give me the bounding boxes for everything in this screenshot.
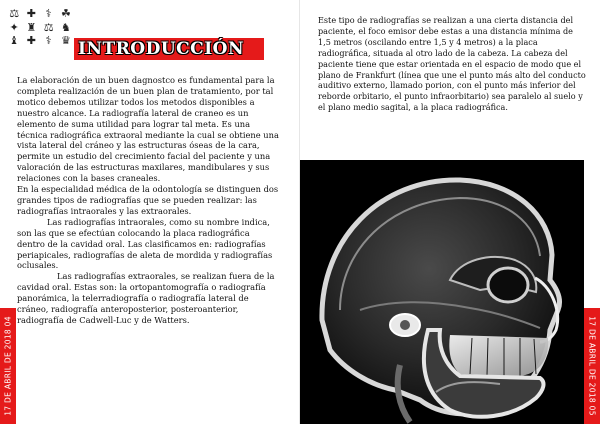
skull-xray-drawing: [300, 160, 584, 424]
logo-glyph: ☘: [60, 7, 71, 20]
page-title: INTRODUCCIÓN: [78, 39, 245, 59]
skull-xray-image: [300, 160, 584, 424]
page-date-tab-left: [0, 308, 16, 424]
date-page-number: 17 DE ABRIL DE 2018 04: [3, 316, 13, 416]
logo-glyph: ⚖: [9, 7, 20, 20]
intro-body: [17, 75, 279, 326]
logo-glyph: ♞: [60, 20, 71, 34]
logo-glyph: ⚕: [45, 34, 52, 48]
logo-glyph: ♜: [26, 20, 37, 34]
page-date-tab-right: [584, 308, 600, 424]
body-paragraph: Las radiografías intraorales, como su nombre indica, son las que se efectúan colocando la placa radiográfica dentro de la cavidad oral. Las clasificamos en: radiografías periapicales, radiografías de aleta de mordida y radiografías oclusales.: [17, 216, 273, 271]
body-paragraph: Las radiografías extraorales, se realizan fuera de la cavidad oral. Estas son: la ortopantomografía o radiografía panorámica, la telerradiografía o radiografía lateral de cráneo, radiografía anteroposterior, posteroanterior, radiografía de Cadwell-Luc y de Watters.: [17, 271, 275, 325]
logo-glyph: ✚: [26, 7, 36, 20]
logo-glyph: ♝: [9, 34, 20, 48]
title-banner: [74, 38, 264, 60]
logo-glyph: ⚕: [45, 7, 52, 20]
logo-glyph: ✚: [26, 34, 36, 48]
logo-glyph: ♛: [60, 34, 71, 48]
dental-logo: [6, 8, 74, 48]
body-paragraph: Este tipo de radiografías se realizan a una cierta distancia del paciente, el foco emisor debe estas a una distancia mínima de 1,5 metros (oscilando entre 1,5 y 4 metros) a la placa radiográfica, situada al otro lado de la cabeza. La cabeza del paciente tiene que estar orientada en el espacio de modo que el plano de Frankfurt (línea que une el punto más alto del conducto auditivo externo, llamado porion, con el punto más inferior del reborde orbitario, el punto infraorbitario) sea paralelo al suelo y el plano medio sagital, a la placa radiográfica.: [318, 15, 586, 113]
body-paragraph: La elaboración de un buen dagnostco es fundamental para la completa realización de un buen plan de tratamiento, por tal motico debemos utilizar todos los metodos disponibles a nuestro alcance. La radiografía lateral de craneo es un elemento de suma utilidad para lograr tal meta. Es una técnica radiográfica extraoral mediante la cual se obtiene una vista lateral del cráneo y las estructuras óseas de la cara, permite un estudio del crecimiento facial del paciente y una valoración de las estructuras maxilares, mandibulares y sus relaciones con la bases craneales.: [17, 75, 279, 184]
logo-glyph: ⚖: [43, 20, 54, 34]
logo-glyph: ✦: [9, 20, 19, 34]
date-page-number: 17 DE ABRIL DE 2018 05: [587, 316, 597, 416]
body-paragraph: En la especialidad médica de la odontología se distinguen dos grandes tipos de radiografías que se pueden realizar: las radiografías intraorales y las extraorales.: [17, 184, 279, 216]
right-page: [300, 0, 600, 424]
